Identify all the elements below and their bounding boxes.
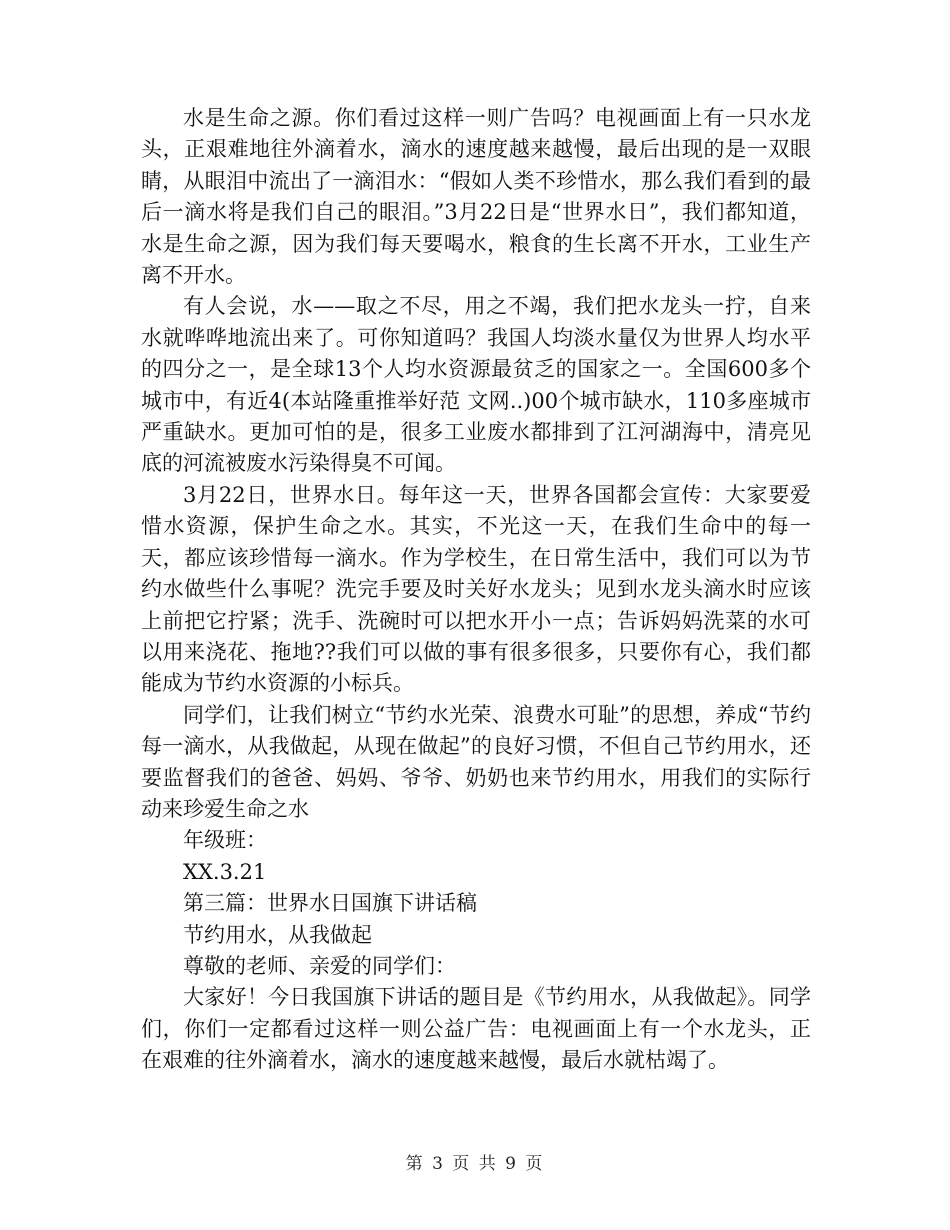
salutation-line: 尊敬的老师、亲爱的同学们： — [183, 953, 456, 978]
paragraph-world-water-day: 3月22日，世界水日。每年这一天，世界各国都会宣传：大家要爱惜水资源，保护生命之水。其实，不光这一天，在我们生命中的每一天，都应该珍惜每一滴水。作为学校生，在日常生活中，我们可以为节约水做些什么事呢？洗完手要及时关好水龙头；见到水龙头滴水时应该上前把它拧紧；洗手、洗碗时可以把水开小一点；告诉妈妈洗菜的水可以用来浇花、拖地??我们可以做的事有很多很多，只要你有心，我们都能成为节约水资源的小标兵。 — [141, 482, 811, 696]
date-line: XX.3.21 — [183, 859, 267, 884]
paragraph-speech-opening: 大家好！今日我国旗下讲话的题目是《节约用水，从我做起》。同学们，你们一定都看过这样一则公益广告：电视画面上有一个水龙头，正在艰难的往外滴着水，滴水的速度越来越慢，最后水就枯竭了。 — [141, 985, 811, 1073]
speech-title: 节约用水，从我做起 — [183, 922, 372, 947]
paragraph-water-shortage: 有人会说，水——取之不尽，用之不竭，我们把水龙头一拧，自来水就哗哗地流出来了。可你知道吗？我国人均淡水量仅为世界人均水平的四分之一，是全球13个人均水资源最贫乏的国家之一。全国600多个城市中，有近4(本站隆重推举好范 文网..)00个城市缺水，110多座城市严重缺水。更加可怕的是，很多工业废水都排到了江河湖海中，清亮见底的河流被废水污染得臭不可闻。 — [141, 294, 811, 476]
paragraph-water-source: 水是生命之源。你们看过这样一则广告吗？电视画面上有一只水龙头，正艰难地往外滴着水，滴水的速度越来越慢，最后出现的是一双眼睛，从眼泪中流出了一滴泪水：“假如人类不珍惜水，那么我们看到的最后一滴水将是我们自己的眼泪。”3月22日是“世界水日”，我们都知道，水是生命之源，因为我们每天要喝水，粮食的生长离不开水，工业生产离不开水。 — [141, 106, 811, 288]
section-title: 第三篇：世界水日国旗下讲话稿 — [183, 891, 477, 916]
grade-class-line: 年级班： — [183, 828, 267, 853]
document-body — [141, 103, 811, 1077]
paragraph-call-to-action: 同学们，让我们树立“节约水光荣、浪费水可耻”的思想，养成“节约每一滴水，从我做起，从现在做起”的良好习惯，不但自己节约用水，还要监督我们的爸爸、妈妈、爷爷、奶奶也来节约用水，用我们的实际行动来珍爱生命之水 — [141, 702, 811, 821]
page-number-footer: 第 3 页 共 9 页 — [405, 1154, 545, 1174]
